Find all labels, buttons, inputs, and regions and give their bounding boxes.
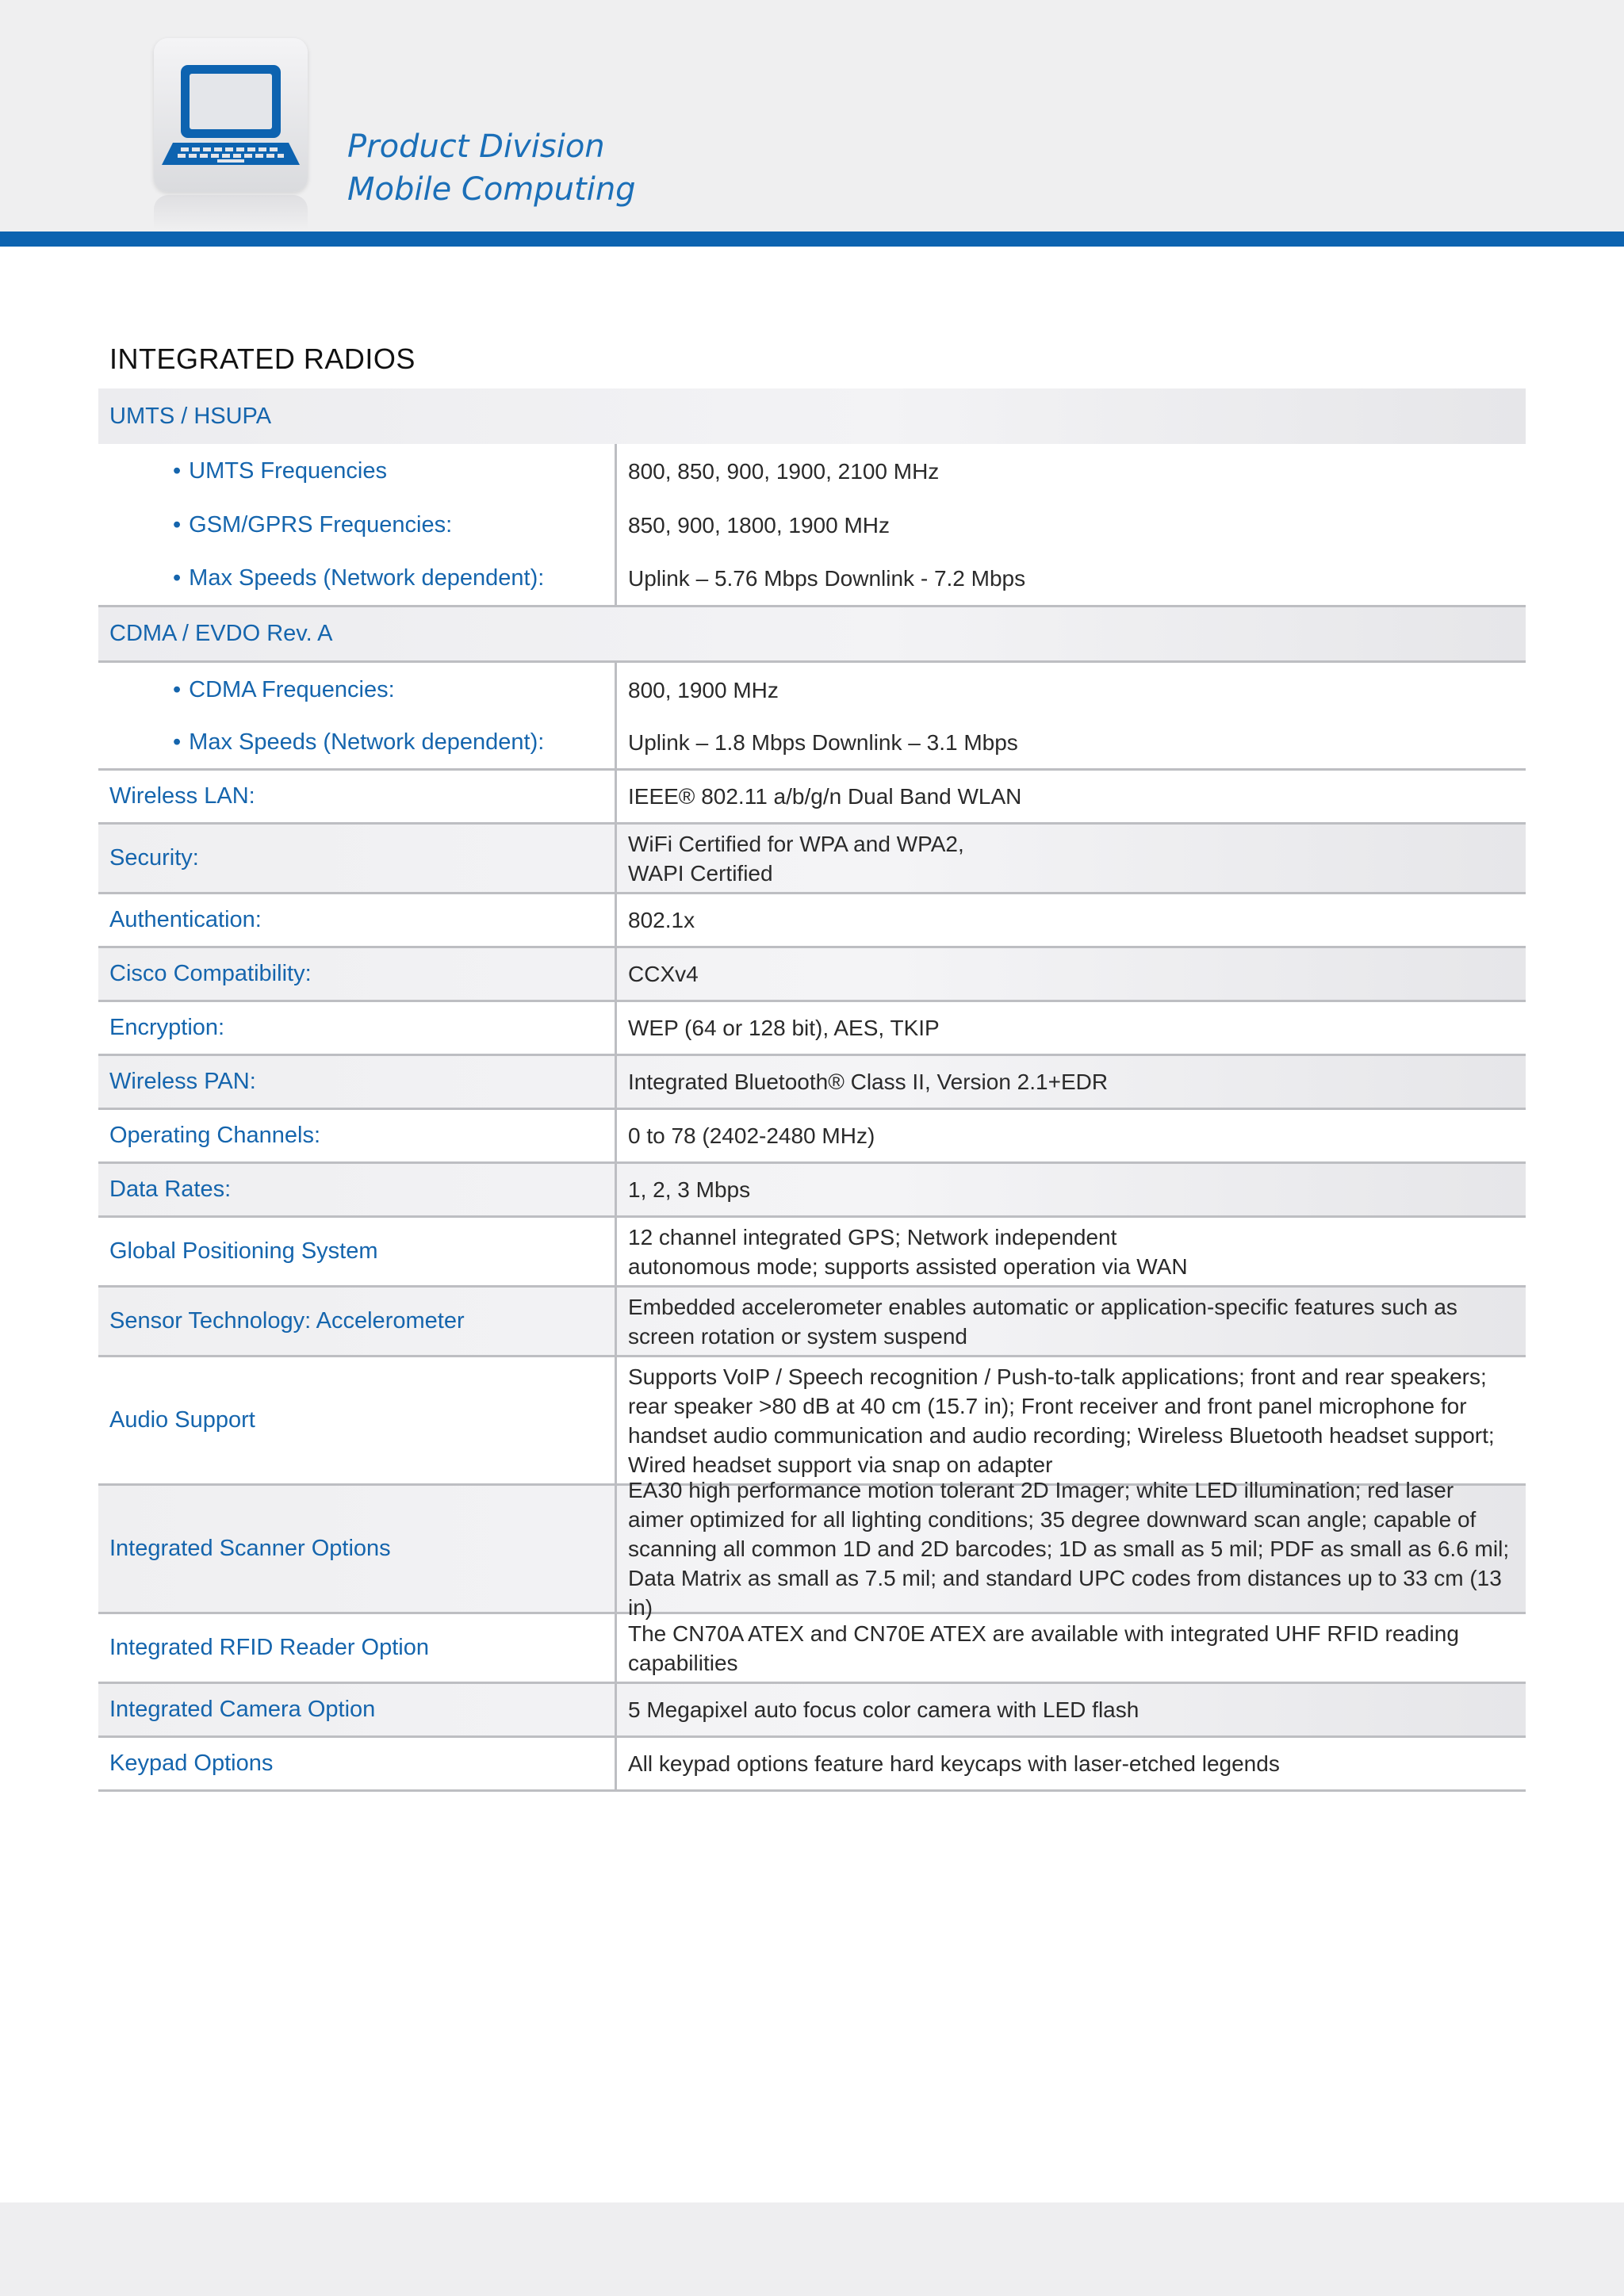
- spec-label-text: GSM/GPRS Frequencies:: [189, 511, 453, 538]
- table-row: [98, 663, 1526, 717]
- table-row: [98, 894, 1526, 948]
- bullet-icon: •: [173, 511, 182, 538]
- table-row: [98, 1478, 1526, 1620]
- spec-value-text: CCXv4: [628, 962, 699, 986]
- spec-label: Cisco Compatibility:: [98, 948, 617, 1000]
- spec-label: Security:: [98, 825, 617, 892]
- spec-label: Integrated Scanner Options: [98, 1486, 617, 1612]
- spec-label-text: Max Speeds (Network dependent):: [189, 565, 545, 591]
- spec-value: [617, 1478, 1526, 1620]
- bullet-icon: •: [173, 457, 182, 484]
- logo-reflection: [154, 195, 308, 230]
- spec-value-text: Uplink – 5.76 Mbps Downlink - 7.2 Mbps: [628, 566, 1026, 591]
- spec-value: [617, 663, 1526, 717]
- spec-value-text: 5 Megapixel auto focus color camera with LED flash: [628, 1697, 1139, 1722]
- table-row: [98, 1614, 1526, 1684]
- group-header-umts: [98, 388, 1526, 444]
- section-title: INTEGRATED RADIOS: [109, 342, 416, 375]
- spec-value: [617, 948, 1526, 1000]
- spec-value: [617, 1056, 1526, 1108]
- spec-label: Operating Channels:: [98, 1110, 617, 1161]
- table-row: [98, 717, 1526, 771]
- spec-value: [617, 444, 1526, 498]
- group-header-cdma: [98, 607, 1526, 663]
- spec-value: [617, 1110, 1526, 1161]
- spec-label: [98, 444, 617, 498]
- product-logo-tile: [154, 38, 308, 192]
- spec-value-text: 800, 850, 900, 1900, 2100 MHz: [628, 458, 940, 484]
- spec-label: Integrated RFID Reader Option: [98, 1614, 617, 1682]
- spec-value: [617, 1218, 1526, 1285]
- bullet-icon: •: [173, 729, 182, 755]
- table-row: [98, 1164, 1526, 1218]
- spec-value-text: Uplink – 1.8 Mbps Downlink – 3.1 Mbps: [628, 730, 1018, 755]
- table-row: [98, 552, 1526, 607]
- spec-value-text: Integrated Bluetooth® Class II, Version 2.1+EDR: [628, 1070, 1109, 1094]
- spec-label: Sensor Technology: Accelerometer: [98, 1288, 617, 1355]
- spec-value: [617, 1738, 1526, 1789]
- spec-label-text: CDMA Frequencies:: [189, 676, 395, 702]
- spec-value: [617, 1357, 1526, 1483]
- spec-value-text: The CN70A ATEX and CN70E ATEX are available with integrated UHF RFID reading capabilities: [628, 1621, 1459, 1675]
- spec-value: [617, 1002, 1526, 1054]
- laptop-icon: [154, 38, 308, 192]
- spec-value-text: WiFi Certified for WPA and WPA2, WAPI Certified: [628, 831, 964, 886]
- group-title: UMTS / HSUPA: [109, 403, 272, 429]
- spec-label: [98, 552, 617, 605]
- spec-label: Encryption:: [98, 1002, 617, 1054]
- spec-value: [617, 498, 1526, 552]
- spec-value: [617, 552, 1526, 605]
- group-title: CDMA / EVDO Rev. A: [109, 621, 333, 646]
- header-accent-bar: [0, 232, 1624, 247]
- spec-value: [617, 1684, 1526, 1735]
- spec-label: Integrated Camera Option: [98, 1684, 617, 1735]
- table-row: [98, 825, 1526, 894]
- spec-value: [617, 717, 1526, 768]
- table-row: [98, 1288, 1526, 1357]
- table-row: [98, 1218, 1526, 1288]
- spec-value-text: 800, 1900 MHz: [628, 677, 779, 702]
- division-title: [347, 125, 636, 211]
- spec-label: Audio Support: [98, 1357, 617, 1483]
- table-row: [98, 1684, 1526, 1738]
- spec-label: Global Positioning System: [98, 1218, 617, 1285]
- spec-label: Wireless LAN:: [98, 771, 617, 822]
- table-row: [98, 1357, 1526, 1486]
- page-footer-band: [0, 2202, 1624, 2296]
- table-row: [98, 948, 1526, 1002]
- spec-value-text: EA30 high performance motion tolerant 2D Imager; white LED illumination; red laser aimer optimized for all lighting conditions; 35 degree downward scan angle; capable of scanning all common 1D and 2D barcodes; 1D as small as 5 mil; PDF as small as 6.6 mil; Data Matrix as small as 7.5 mil; and standard UPC codes from distances up to 33 cm (13 in): [628, 1478, 1510, 1620]
- bullet-icon: •: [173, 565, 182, 591]
- spec-value: [617, 1164, 1526, 1215]
- table-row: [98, 1110, 1526, 1164]
- table-row: [98, 444, 1526, 498]
- spec-value-text: 12 channel integrated GPS; Network independent autonomous mode; supports assisted operation via WAN: [628, 1224, 1188, 1279]
- table-row: [98, 1056, 1526, 1110]
- spec-label-text: Max Speeds (Network dependent):: [189, 729, 545, 755]
- bullet-icon: •: [173, 676, 182, 702]
- spec-label: Authentication:: [98, 894, 617, 946]
- table-row: [98, 1738, 1526, 1792]
- division-line-1: Product Division: [347, 128, 605, 165]
- spec-label: [98, 717, 617, 768]
- spec-value-text: 0 to 78 (2402-2480 MHz): [628, 1123, 875, 1148]
- spec-value-text: WEP (64 or 128 bit), AES, TKIP: [628, 1016, 940, 1040]
- spec-table: [98, 388, 1526, 1792]
- spec-value: [617, 1288, 1526, 1355]
- table-row: [98, 771, 1526, 825]
- table-row: [98, 498, 1526, 552]
- spec-value-text: All keypad options feature hard keycaps with laser-etched legends: [628, 1751, 1280, 1776]
- spec-label: [98, 663, 617, 717]
- spec-value-text: 802.1x: [628, 908, 695, 932]
- spec-label: Data Rates:: [98, 1164, 617, 1215]
- spec-label-text: UMTS Frequencies: [189, 457, 387, 484]
- spec-value-text: 850, 900, 1800, 1900 MHz: [628, 512, 891, 538]
- spec-value-text: Embedded accelerometer enables automatic or application-specific features such as screen rotation or system suspend: [628, 1294, 1457, 1349]
- spec-value: [617, 1614, 1526, 1682]
- division-line-2: Mobile Computing: [347, 171, 636, 208]
- spec-value-text: Supports VoIP / Speech recognition / Push-to-talk applications; front and rear speakers; rear speaker >80 dB at 40 cm (15.7 in); Front receiver and front panel microphone for handset audio communication and audio recording; Wireless Bluetooth headset support; Wired headset support via snap on adapter: [628, 1364, 1495, 1477]
- spec-label: [98, 498, 617, 552]
- spec-label: Wireless PAN:: [98, 1056, 617, 1108]
- spec-value: [617, 894, 1526, 946]
- spec-value-text: 1, 2, 3 Mbps: [628, 1177, 751, 1202]
- spec-label: Keypad Options: [98, 1738, 617, 1789]
- spec-value: [617, 771, 1526, 822]
- table-row: [98, 1002, 1526, 1056]
- spec-value-text: IEEE® 802.11 a/b/g/n Dual Band WLAN: [628, 784, 1022, 809]
- spec-value: [617, 825, 1526, 892]
